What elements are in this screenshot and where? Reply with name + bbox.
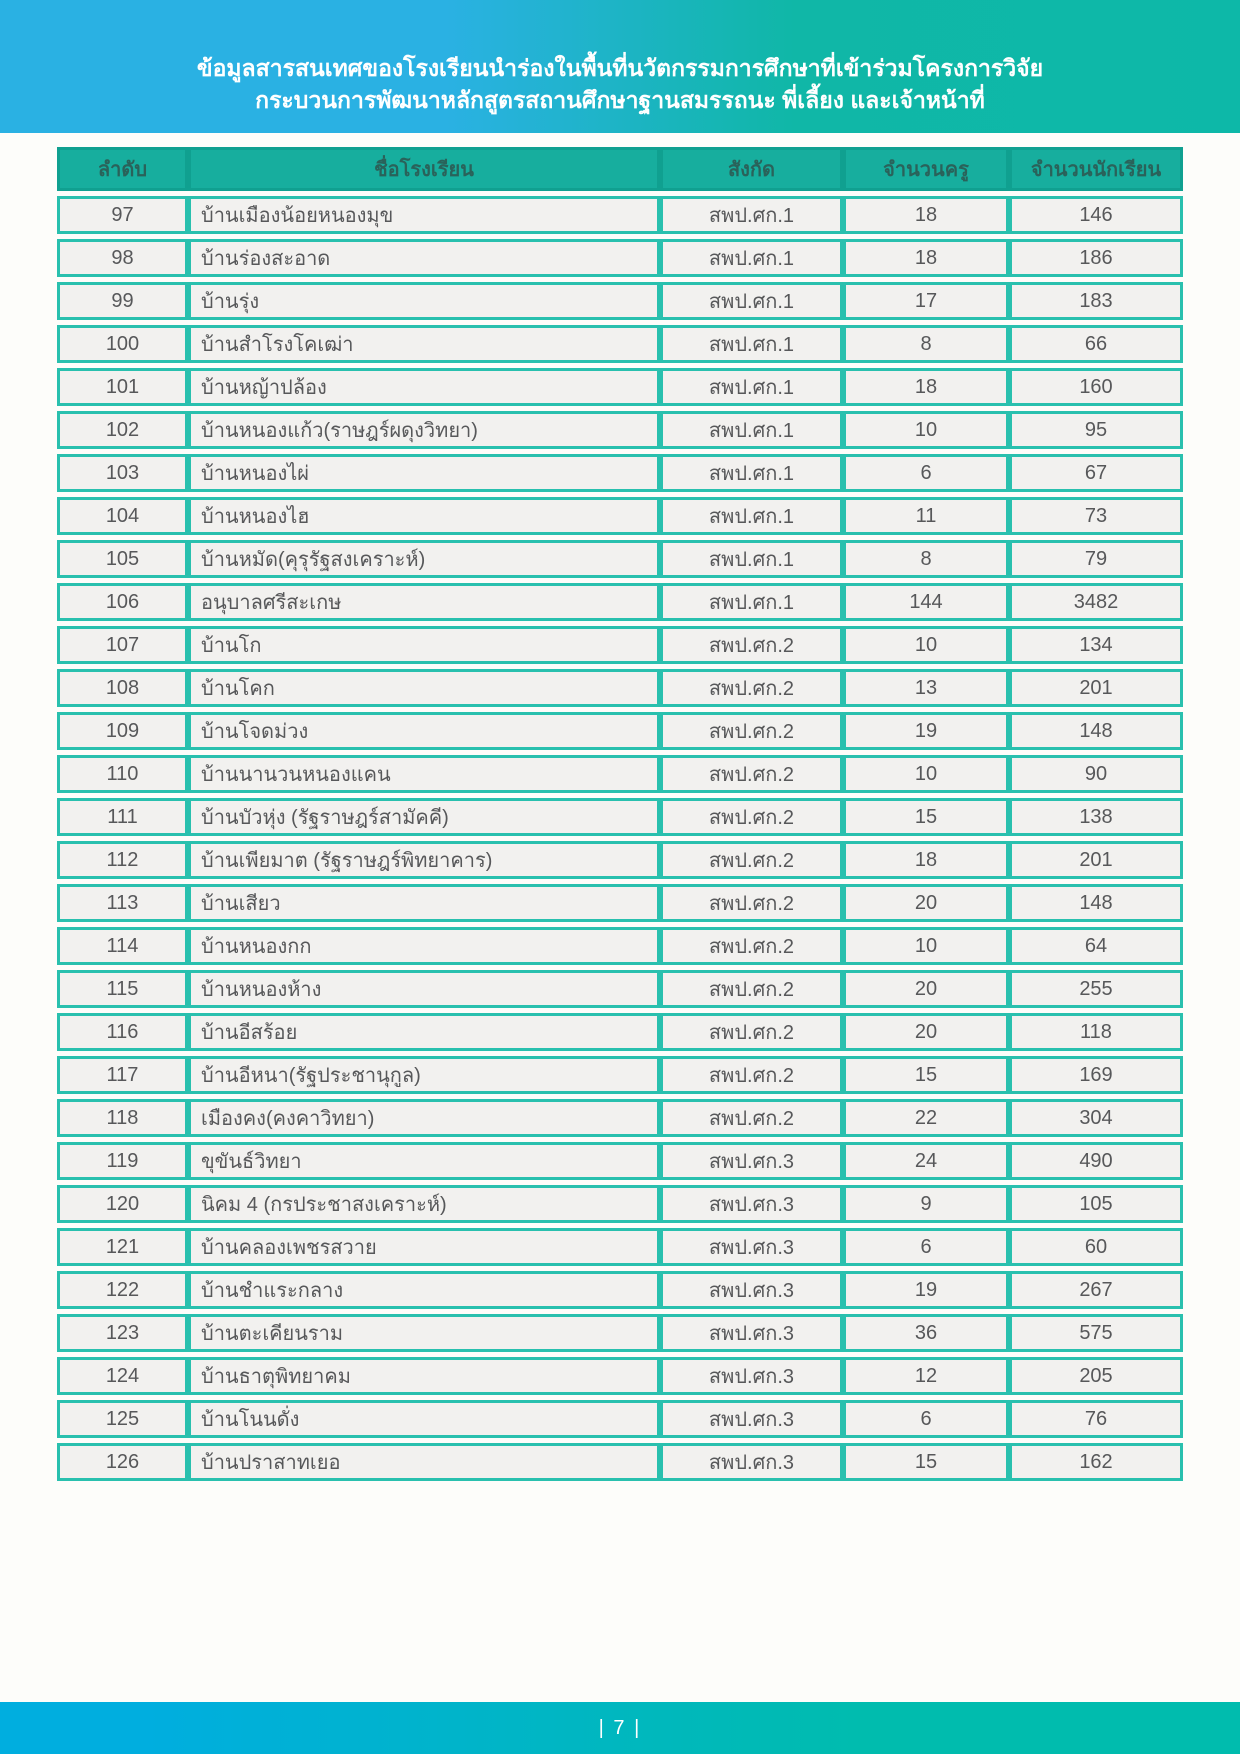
cell-no: 120 (57, 1185, 188, 1223)
table-row (57, 884, 1183, 922)
table-row (57, 196, 1183, 234)
table-row (57, 1443, 1183, 1481)
cell-teachers: 13 (843, 669, 1009, 707)
cell-students: 64 (1009, 927, 1183, 965)
cell-affiliation: สพป.ศก.2 (660, 1056, 843, 1094)
cell-affiliation: สพป.ศก.2 (660, 626, 843, 664)
cell-name: บ้านธาตุพิทยาคม (188, 1357, 660, 1395)
cell-students: 148 (1009, 712, 1183, 750)
table-row (57, 325, 1183, 363)
cell-affiliation: สพป.ศก.1 (660, 196, 843, 234)
cell-teachers: 8 (843, 540, 1009, 578)
table-row (57, 669, 1183, 707)
cell-teachers: 144 (843, 583, 1009, 621)
cell-no: 111 (57, 798, 188, 836)
cell-no: 104 (57, 497, 188, 535)
cell-no: 113 (57, 884, 188, 922)
cell-affiliation: สพป.ศก.3 (660, 1142, 843, 1180)
cell-affiliation: สพป.ศก.1 (660, 454, 843, 492)
cell-name: บ้านหนองแก้ว(ราษฎร์ผดุงวิทยา) (188, 411, 660, 449)
cell-students: 575 (1009, 1314, 1183, 1352)
cell-affiliation: สพป.ศก.2 (660, 798, 843, 836)
col-header-affiliation: สังกัด (660, 147, 843, 191)
cell-students: 186 (1009, 239, 1183, 277)
cell-affiliation: สพป.ศก.1 (660, 368, 843, 406)
cell-name: บ้านโนนดั่ง (188, 1400, 660, 1438)
cell-no: 110 (57, 755, 188, 793)
cell-name: บ้านอีสร้อย (188, 1013, 660, 1051)
cell-name: บ้านรุ่ง (188, 282, 660, 320)
table-row (57, 540, 1183, 578)
cell-no: 118 (57, 1099, 188, 1137)
cell-affiliation: สพป.ศก.1 (660, 239, 843, 277)
table-row (57, 1056, 1183, 1094)
cell-name: บ้านตะเคียนราม (188, 1314, 660, 1352)
cell-name: บ้านคลองเพชรสวาย (188, 1228, 660, 1266)
cell-no: 106 (57, 583, 188, 621)
cell-students: 3482 (1009, 583, 1183, 621)
cell-students: 95 (1009, 411, 1183, 449)
cell-affiliation: สพป.ศก.1 (660, 282, 843, 320)
report-title-line1: ข้อมูลสารสนเทศของโรงเรียนนำร่องในพื้นที่นวัตกรรมการศึกษาที่เข้าร่วมโครงการวิจัย (196, 55, 1044, 81)
cell-students: 76 (1009, 1400, 1183, 1438)
cell-students: 73 (1009, 497, 1183, 535)
table-row (57, 626, 1183, 664)
cell-affiliation: สพป.ศก.2 (660, 1013, 843, 1051)
cell-no: 117 (57, 1056, 188, 1094)
cell-teachers: 17 (843, 282, 1009, 320)
cell-name: บ้านสำโรงโคเฒ่า (188, 325, 660, 363)
report-title-line2: กระบวนการพัฒนาหลักสูตรสถานศึกษาฐานสมรรถนะ พี่เลี้ยง และเจ้าหน้าที่ (255, 87, 985, 113)
cell-teachers: 6 (843, 1400, 1009, 1438)
cell-no: 99 (57, 282, 188, 320)
cell-teachers: 22 (843, 1099, 1009, 1137)
cell-name: บ้านหมัด(คุรุรัฐสงเคราะห์) (188, 540, 660, 578)
cell-students: 205 (1009, 1357, 1183, 1395)
cell-affiliation: สพป.ศก.2 (660, 1099, 843, 1137)
cell-affiliation: สพป.ศก.1 (660, 540, 843, 578)
table-row (57, 454, 1183, 492)
table-row (57, 1099, 1183, 1137)
cell-no: 121 (57, 1228, 188, 1266)
cell-affiliation: สพป.ศก.1 (660, 411, 843, 449)
page-number: | 7 | (598, 1716, 642, 1739)
cell-students: 138 (1009, 798, 1183, 836)
table-row (57, 841, 1183, 879)
table-row (57, 1185, 1183, 1223)
cell-teachers: 6 (843, 1228, 1009, 1266)
cell-students: 118 (1009, 1013, 1183, 1051)
cell-students: 183 (1009, 282, 1183, 320)
table-row (57, 239, 1183, 277)
table-row (57, 798, 1183, 836)
cell-affiliation: สพป.ศก.2 (660, 884, 843, 922)
cell-name: ขุขันธ์วิทยา (188, 1142, 660, 1180)
cell-no: 125 (57, 1400, 188, 1438)
cell-students: 67 (1009, 454, 1183, 492)
cell-teachers: 9 (843, 1185, 1009, 1223)
cell-teachers: 18 (843, 841, 1009, 879)
cell-students: 90 (1009, 755, 1183, 793)
cell-name: บ้านเพียมาต (รัฐราษฎร์พิทยาคาร) (188, 841, 660, 879)
cell-no: 108 (57, 669, 188, 707)
cell-teachers: 20 (843, 1013, 1009, 1051)
cell-no: 97 (57, 196, 188, 234)
cell-affiliation: สพป.ศก.2 (660, 669, 843, 707)
table-row (57, 1357, 1183, 1395)
cell-affiliation: สพป.ศก.3 (660, 1314, 843, 1352)
cell-no: 114 (57, 927, 188, 965)
cell-students: 148 (1009, 884, 1183, 922)
cell-students: 60 (1009, 1228, 1183, 1266)
cell-teachers: 10 (843, 755, 1009, 793)
table-header-row (57, 147, 1183, 191)
cell-name: อนุบาลศรีสะเกษ (188, 583, 660, 621)
cell-no: 126 (57, 1443, 188, 1481)
cell-affiliation: สพป.ศก.1 (660, 325, 843, 363)
col-header-index: ลำดับ (57, 147, 188, 191)
cell-students: 201 (1009, 669, 1183, 707)
cell-students: 304 (1009, 1099, 1183, 1137)
cell-name: บ้านนานวนหนองแคน (188, 755, 660, 793)
cell-teachers: 10 (843, 626, 1009, 664)
cell-name: บ้านร่องสะอาด (188, 239, 660, 277)
cell-name: บ้านหนองไผ่ (188, 454, 660, 492)
cell-students: 134 (1009, 626, 1183, 664)
cell-students: 79 (1009, 540, 1183, 578)
cell-teachers: 6 (843, 454, 1009, 492)
cell-teachers: 19 (843, 712, 1009, 750)
cell-no: 119 (57, 1142, 188, 1180)
cell-name: บ้านชำแระกลาง (188, 1271, 660, 1309)
cell-teachers: 18 (843, 368, 1009, 406)
cell-affiliation: สพป.ศก.2 (660, 841, 843, 879)
cell-teachers: 8 (843, 325, 1009, 363)
cell-teachers: 15 (843, 1056, 1009, 1094)
schools-table (57, 142, 1183, 1486)
cell-teachers: 19 (843, 1271, 1009, 1309)
cell-affiliation: สพป.ศก.1 (660, 583, 843, 621)
cell-teachers: 10 (843, 927, 1009, 965)
report-header-banner (0, 0, 1240, 133)
table-row (57, 411, 1183, 449)
cell-name: บ้านหนองไฮ (188, 497, 660, 535)
cell-teachers: 20 (843, 884, 1009, 922)
cell-teachers: 11 (843, 497, 1009, 535)
cell-affiliation: สพป.ศก.1 (660, 497, 843, 535)
table-row (57, 583, 1183, 621)
cell-students: 267 (1009, 1271, 1183, 1309)
cell-no: 107 (57, 626, 188, 664)
cell-affiliation: สพป.ศก.3 (660, 1271, 843, 1309)
cell-teachers: 18 (843, 239, 1009, 277)
cell-name: บ้านโก (188, 626, 660, 664)
col-header-teachers: จำนวนครู (843, 147, 1009, 191)
col-header-students: จำนวนนักเรียน (1009, 147, 1183, 191)
table-row (57, 1228, 1183, 1266)
cell-no: 100 (57, 325, 188, 363)
cell-name: นิคม 4 (กรประชาสงเคราะห์) (188, 1185, 660, 1223)
cell-affiliation: สพป.ศก.2 (660, 970, 843, 1008)
cell-students: 66 (1009, 325, 1183, 363)
table-row (57, 1142, 1183, 1180)
cell-affiliation: สพป.ศก.3 (660, 1185, 843, 1223)
table-row (57, 1013, 1183, 1051)
cell-name: เมืองคง(คงคาวิทยา) (188, 1099, 660, 1137)
cell-name: บ้านอีหนา(รัฐประชานุกูล) (188, 1056, 660, 1094)
cell-no: 102 (57, 411, 188, 449)
cell-teachers: 15 (843, 1443, 1009, 1481)
cell-no: 124 (57, 1357, 188, 1395)
table-row (57, 1271, 1183, 1309)
cell-name: บ้านปราสาทเยอ (188, 1443, 660, 1481)
table-row (57, 282, 1183, 320)
table-row (57, 755, 1183, 793)
cell-no: 101 (57, 368, 188, 406)
table-row (57, 927, 1183, 965)
col-header-school-name: ชื่อโรงเรียน (188, 147, 660, 191)
cell-teachers: 36 (843, 1314, 1009, 1352)
cell-teachers: 18 (843, 196, 1009, 234)
cell-students: 201 (1009, 841, 1183, 879)
cell-teachers: 20 (843, 970, 1009, 1008)
cell-affiliation: สพป.ศก.3 (660, 1443, 843, 1481)
cell-affiliation: สพป.ศก.2 (660, 927, 843, 965)
table-row (57, 497, 1183, 535)
cell-teachers: 24 (843, 1142, 1009, 1180)
cell-no: 123 (57, 1314, 188, 1352)
cell-no: 98 (57, 239, 188, 277)
cell-students: 169 (1009, 1056, 1183, 1094)
cell-name: บ้านโคก (188, 669, 660, 707)
cell-no: 115 (57, 970, 188, 1008)
cell-students: 490 (1009, 1142, 1183, 1180)
cell-no: 116 (57, 1013, 188, 1051)
cell-students: 160 (1009, 368, 1183, 406)
table-row (57, 368, 1183, 406)
table-row (57, 970, 1183, 1008)
cell-no: 122 (57, 1271, 188, 1309)
table-row (57, 1314, 1183, 1352)
cell-affiliation: สพป.ศก.3 (660, 1228, 843, 1266)
cell-students: 162 (1009, 1443, 1183, 1481)
table-row (57, 712, 1183, 750)
table-row (57, 1400, 1183, 1438)
cell-name: บ้านเสียว (188, 884, 660, 922)
cell-teachers: 12 (843, 1357, 1009, 1395)
cell-name: บ้านบัวหุ่ง (รัฐราษฎร์สามัคคี) (188, 798, 660, 836)
cell-affiliation: สพป.ศก.2 (660, 712, 843, 750)
page-footer (0, 1702, 1240, 1754)
cell-affiliation: สพป.ศก.2 (660, 755, 843, 793)
cell-teachers: 15 (843, 798, 1009, 836)
cell-no: 103 (57, 454, 188, 492)
cell-no: 105 (57, 540, 188, 578)
cell-name: บ้านเมืองน้อยหนองมุข (188, 196, 660, 234)
cell-affiliation: สพป.ศก.3 (660, 1400, 843, 1438)
cell-students: 146 (1009, 196, 1183, 234)
cell-name: บ้านโจดม่วง (188, 712, 660, 750)
cell-name: บ้านหนองกก (188, 927, 660, 965)
cell-name: บ้านหนองห้าง (188, 970, 660, 1008)
cell-teachers: 10 (843, 411, 1009, 449)
cell-students: 105 (1009, 1185, 1183, 1223)
cell-no: 109 (57, 712, 188, 750)
cell-no: 112 (57, 841, 188, 879)
cell-affiliation: สพป.ศก.3 (660, 1357, 843, 1395)
cell-students: 255 (1009, 970, 1183, 1008)
cell-name: บ้านหญ้าปล้อง (188, 368, 660, 406)
